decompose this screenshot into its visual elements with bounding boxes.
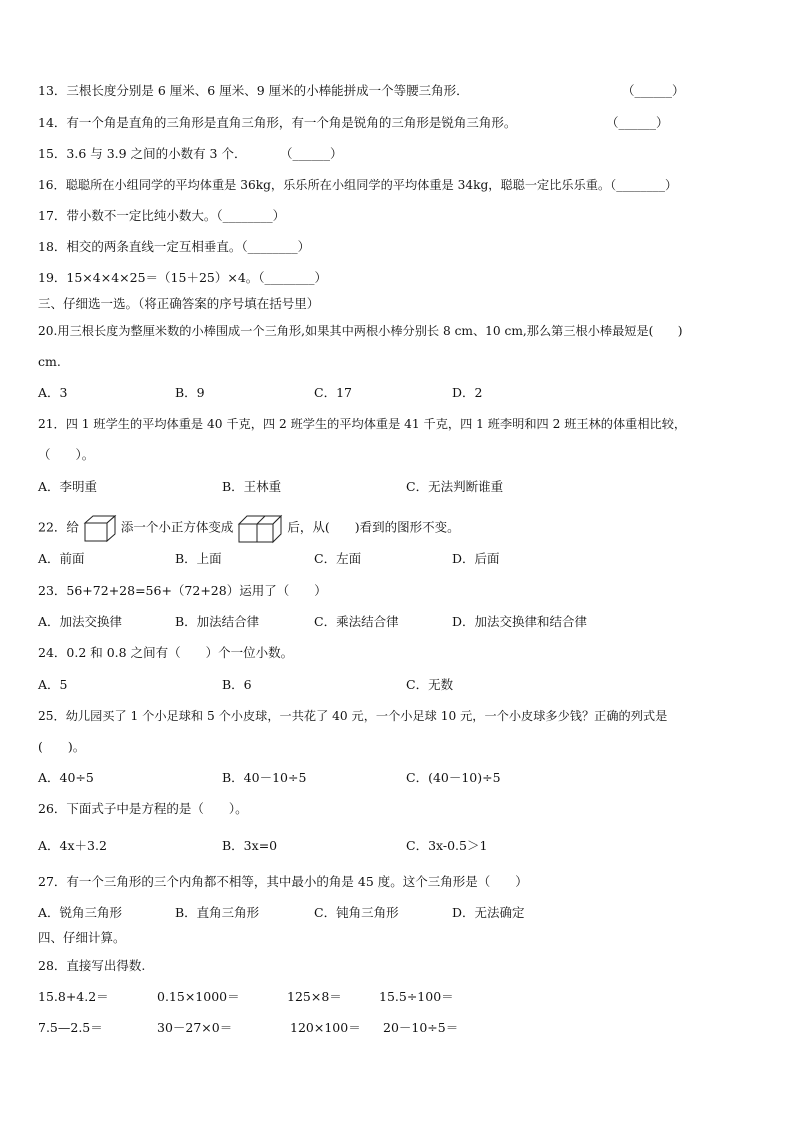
option-c[interactable]: C．钝角三角形 [314,905,399,920]
option-a[interactable]: A．40÷5 [38,770,94,785]
calc-item[interactable]: 15.5÷100＝ [379,989,454,1004]
option-a[interactable]: A．锐角三角形 [38,905,123,920]
question-27: 27．有一个三角形的三个内角都不相等，其中最小的角是 45 度。这个三角形是（ ） [38,874,528,889]
question-text: 13．三根长度分别是 6 厘米、6 厘米、9 厘米的小棒能拼成一个等腰三角形． [38,83,469,98]
option-c[interactable]: C．乘法结合律 [314,614,399,629]
question-15 [38,146,246,162]
option-c[interactable]: C．无数 [406,677,454,692]
question-26: 26．下面式子中是方程的是（ ）。 [38,801,248,816]
single-cube-figure [83,513,117,543]
option-b[interactable]: B．6 [222,677,252,692]
option-c[interactable]: C．17 [314,385,352,400]
option-c[interactable]: C．3x-0.5＞1 [406,838,488,853]
question-middle: 添一个小正方体变成 [120,519,234,535]
option-a[interactable]: A．李明重 [38,479,98,494]
question-25-line1: 25．幼儿园买了 1 个小足球和 5 个小皮球，一共花了 40 元，一个小足球 10 元，一个小皮球多少钱？正确的列式是 [38,709,668,723]
question-19: 19．15×4×4×25＝（15＋25）×4。（________） [38,270,328,285]
section-heading-4: 四、仔细计算。 [38,930,126,945]
option-b[interactable]: B．9 [175,385,205,400]
question-16: 16．聪聪所在小组同学的平均体重是 36kg，乐乐所在小组同学的平均体重是 34kg，聪聪一定比乐乐重。（________） [38,178,678,192]
question-17: 17．带小数不一定比纯小数大。（________） [38,208,286,223]
question-14 [38,115,516,131]
question-20-line1: 20.用三根长度为整厘米数的小棒围成一个三角形,如果其中两根小棒分别长 8 cm、10 cm,那么第三根小棒最短是( ) [38,324,683,338]
question-18: 18．相交的两条直线一定互相垂直。（________） [38,239,311,254]
calc-item[interactable]: 0.15×1000＝ [157,989,240,1004]
question-22 [38,512,460,544]
option-b[interactable]: B．3x=0 [222,838,278,853]
option-c[interactable]: C．(40－10)÷5 [406,770,501,785]
question-21-line1: 21．四 1 班学生的平均体重是 40 千克，四 2 班学生的平均体重是 41 千克，四 1 班李明和四 2 班王林的体重相比较， [38,417,687,431]
question-28: 28．直接写出得数. [38,958,146,973]
option-b[interactable]: B．王林重 [222,479,282,494]
calc-item[interactable]: 20－10÷5＝ [383,1020,459,1035]
option-c[interactable]: C．无法判断谁重 [406,479,504,494]
option-b[interactable]: B．40－10÷5 [222,770,307,785]
question-23: 23．56+72+28=56+（72+28）运用了（ ） [38,583,327,598]
calc-item[interactable]: 15.8+4.2＝ [38,989,109,1004]
option-b[interactable]: B．直角三角形 [175,905,260,920]
option-b[interactable]: B．上面 [175,551,222,566]
calc-item[interactable]: 120×100＝ [290,1020,361,1035]
answer-blank-13[interactable]: （______） [622,83,685,98]
question-25-line2: ( )。 [38,739,86,754]
calc-item[interactable]: 7.5—2.5＝ [38,1020,103,1035]
calc-item[interactable]: 30－27×0＝ [157,1020,233,1035]
option-a[interactable]: A．4x＋3.2 [38,838,107,853]
question-suffix: 后，从( )看到的图形不变。 [287,519,460,535]
section-heading-3: 三、仔细选一选。（将正确答案的序号填在括号里） [38,296,320,311]
option-d[interactable]: D．后面 [452,551,500,566]
calc-item[interactable]: 125×8＝ [287,989,342,1004]
option-a[interactable]: A．3 [38,385,68,400]
option-a[interactable]: A．加法交换律 [38,614,123,629]
question-20-line2: cm. [38,354,61,369]
option-a[interactable]: A．5 [38,677,68,692]
option-d[interactable]: D．无法确定 [452,905,525,920]
option-b[interactable]: B．加法结合律 [175,614,260,629]
option-d[interactable]: D．2 [452,385,483,400]
two-cube-figure [237,512,283,544]
answer-blank-14[interactable]: （______） [606,115,669,130]
option-c[interactable]: C．左面 [314,551,362,566]
question-prefix: 22．给 [38,519,79,535]
answer-blank-15[interactable]: （______） [280,146,343,161]
question-21-line2: （ ）。 [38,447,95,462]
question-13 [38,83,469,99]
question-text: 15．3.6 与 3.9 之间的小数有 3 个． [38,146,247,161]
option-d[interactable]: D．加法交换律和结合律 [452,614,588,629]
question-24: 24．0.2 和 0.8 之间有（ ）个一位小数。 [38,645,294,660]
question-text: 14．有一个角是直角的三角形是直角三角形，有一个角是锐角的三角形是锐角三角形。 [38,115,517,130]
option-a[interactable]: A．前面 [38,551,85,566]
